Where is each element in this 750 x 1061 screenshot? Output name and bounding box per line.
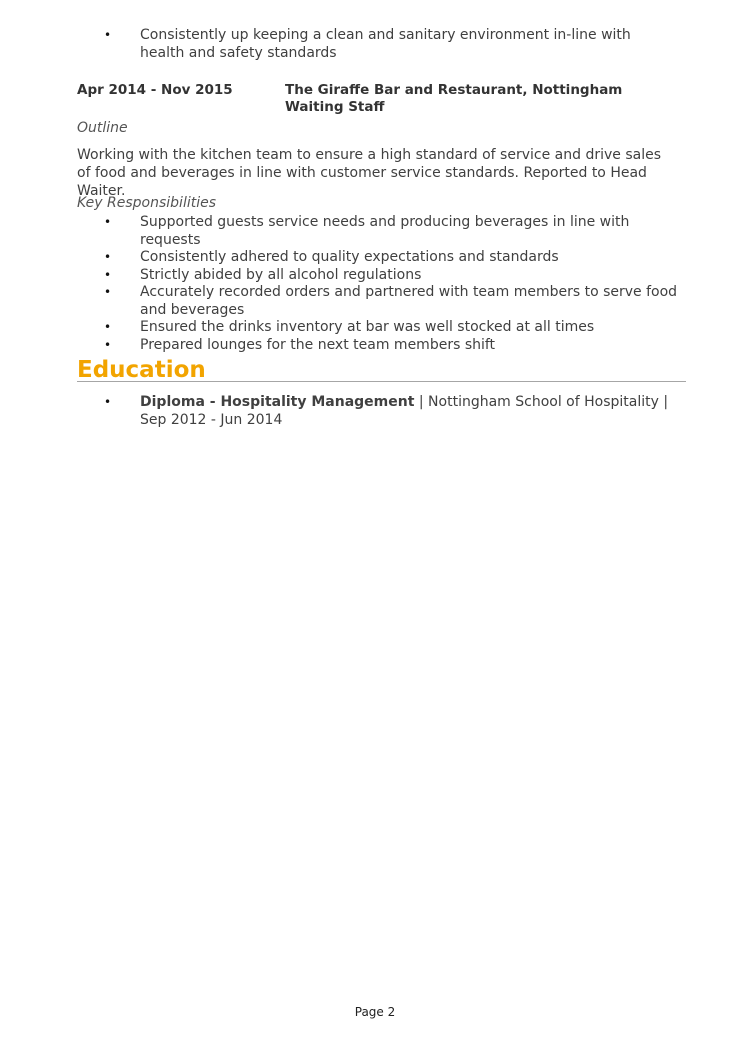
education-qualification: Diploma - Hospitality Management (140, 394, 415, 410)
key-responsibilities-label: Key Responsibilities (77, 195, 217, 211)
job-role: Waiting Staff (285, 99, 385, 115)
list-item: • Consistently adhered to quality expectations and standards (77, 249, 687, 267)
list-item: • Consistently up keeping a clean and sanitary environment in-line with health and safety standards (77, 27, 677, 62)
list-item: • Accurately recorded orders and partnered with team members to serve food and beverages (77, 284, 687, 319)
list-item: • Strictly abided by all alcohol regulations (77, 267, 687, 285)
list-item: • Supported guests service needs and producing beverages in line with requests (77, 214, 687, 249)
list-item: • Ensured the drinks inventory at bar was well stocked at all times (77, 319, 687, 337)
job-employer: The Giraffe Bar and Restaurant, Nottingham (285, 82, 623, 98)
job-dates: Apr 2014 - Nov 2015 (77, 82, 233, 98)
page-number: Page 2 (354, 1005, 396, 1019)
education-separator: | (414, 394, 429, 410)
previous-job-bullet-list (77, 27, 677, 62)
education-section-title: Education (77, 357, 206, 383)
education-item (77, 394, 677, 429)
list-item: • Prepared lounges for the next team members shift (77, 337, 687, 355)
outline-text: Working with the kitchen team to ensure a high standard of service and drive sales of food and beverages in line with customer service standards. Reported to Head Waiter. (77, 147, 661, 199)
section-divider (77, 381, 686, 382)
outline-label: Outline (77, 120, 128, 136)
responsibilities-list (77, 214, 687, 354)
education-details: Nottingham School of Hospitality | Sep 2012 - Jun 2014 (140, 394, 669, 428)
education-list (77, 394, 677, 429)
